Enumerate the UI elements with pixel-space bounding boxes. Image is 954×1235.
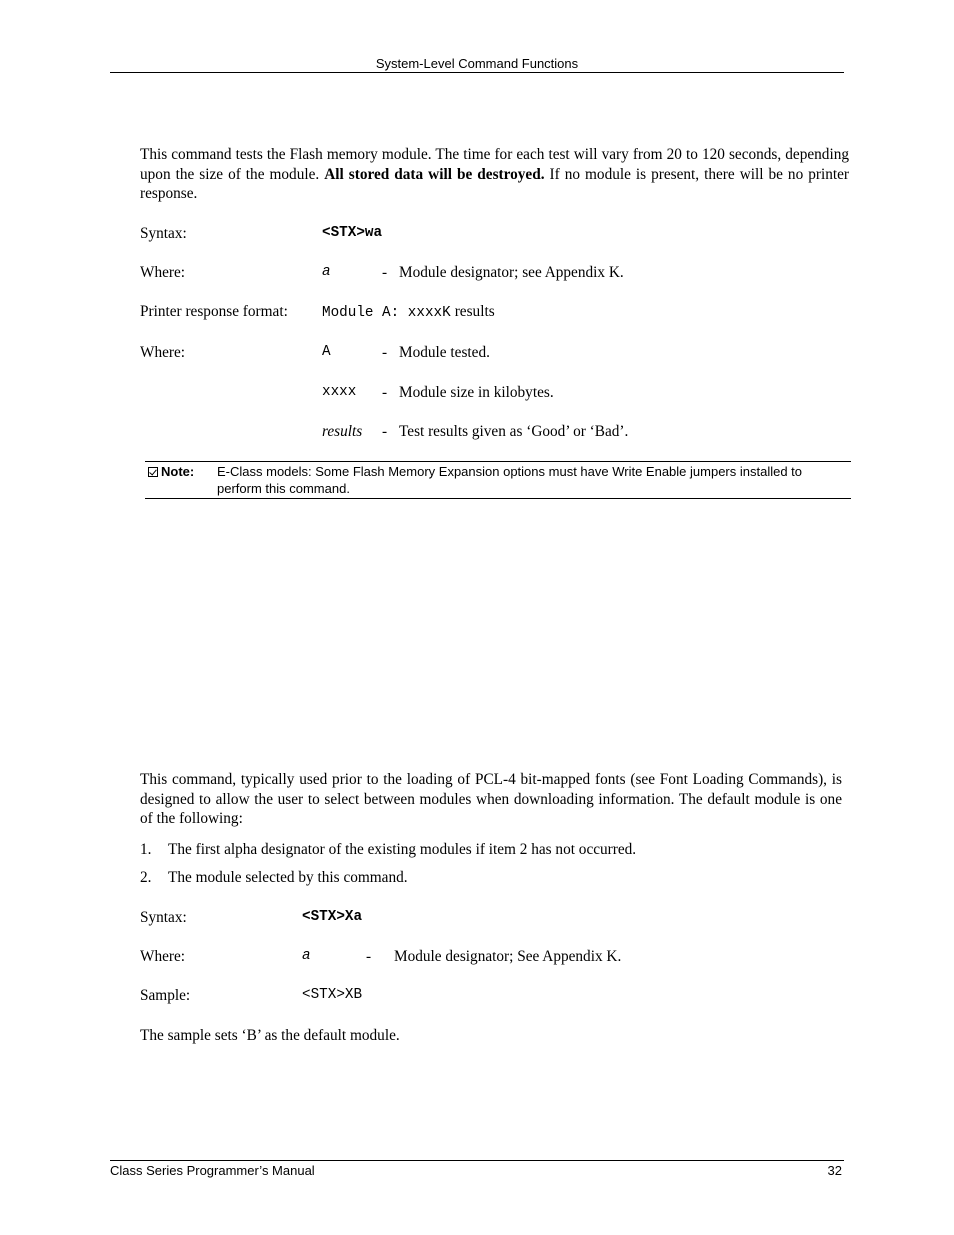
dash: - [366,948,372,965]
resp-a: A [322,344,331,360]
list-number: 1. [140,841,152,858]
dash: - [382,384,388,401]
param-a-description: Module designator; See Appendix K. [394,948,622,965]
resp-xxxx: xxxx [322,384,357,400]
closing-text: The sample sets ‘B’ as the default module. [140,1027,400,1044]
syntax-value: <STX>Xa [302,909,363,925]
intro-text-1: This command tests the Flash memory module. The time for each test will vary from 20 to 120 seconds, depending upon the size of the module. [140,146,849,183]
footer-title: Class Series Programmer’s Manual [110,1163,315,1178]
header-divider [110,72,844,73]
response-code: Module A: xxxxK [322,305,451,321]
response-label: Printer response format: [140,303,288,320]
resp-xxxx-description: Module size in kilobytes. [399,384,554,401]
footer-divider [110,1160,844,1161]
where-label: Where: [140,948,186,965]
syntax-label: Syntax: [140,909,187,926]
sample-label: Sample: [140,987,191,1004]
response-suffix: results [454,303,495,320]
dash: - [382,423,388,440]
list-item-text: The module selected by this command. [168,869,408,886]
intro-text-2: If no module is present, there will be no printer response. [140,165,849,202]
note-text: E-Class models: Some Flash Memory Expansion options must have Write Enable jumpers installed to perform this command. [217,464,803,496]
dash: - [382,344,388,361]
list-number: 2. [140,869,152,886]
where2-label: Where: [140,344,186,361]
param-a: a [322,264,331,280]
dash: - [382,264,388,281]
section2-intro: This command, typically used prior to the loading of PCL-4 bit-mapped fonts (see Font Loading Commands), is designed to allow the user to select between modules when downloading information. The default module is one of the following: [140,771,842,827]
param-a: a [302,948,311,964]
where-label: Where: [140,264,186,281]
resp-a-description: Module tested. [399,344,490,361]
section1-intro [140,145,849,204]
resp-results: results [322,423,363,440]
param-a-description: Module designator; see Appendix K. [399,264,624,281]
sample-value: <STX>XB [302,987,363,1003]
syntax-label: Syntax: [140,225,187,242]
intro-warning: All stored data will be destroyed. [324,165,545,183]
checked-box-icon [148,467,158,477]
note-label: Note: [148,463,194,480]
response-format [322,302,495,323]
page-header-title: System-Level Command Functions [375,56,579,71]
page-number: 32 [827,1163,842,1178]
resp-results-description: Test results given as ‘Good’ or ‘Bad’. [399,423,629,440]
syntax-value: <STX>wa [322,225,383,241]
list-item-text: The first alpha designator of the existing modules if item 2 has not occurred. [168,841,637,858]
note-bottom-rule [145,498,851,499]
note-top-rule [145,461,851,462]
